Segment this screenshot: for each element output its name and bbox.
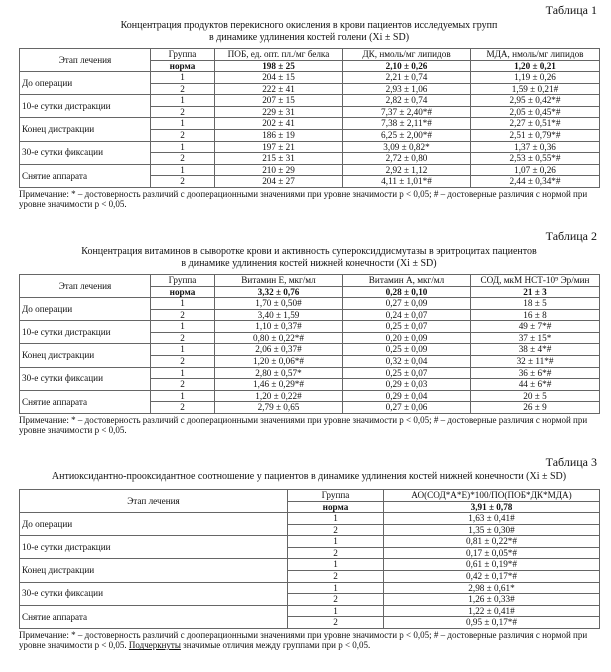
stage-cell: Конец дистракции bbox=[20, 118, 151, 141]
norm-cell: 21 ± 3 bbox=[471, 286, 600, 298]
value-cell: 18 ± 5 bbox=[471, 298, 600, 310]
value-cell: 2,93 ± 1,06 bbox=[343, 83, 471, 95]
value-cell: 0,25 ± 0,07 bbox=[343, 321, 471, 333]
column-header: Группа bbox=[151, 49, 215, 61]
value-cell: 1,37 ± 0,36 bbox=[471, 141, 600, 153]
group-cell: 1 bbox=[151, 298, 215, 310]
header-row bbox=[20, 49, 600, 61]
stage-cell: 30-е сутки фиксации bbox=[20, 582, 288, 605]
value-cell: 1,19 ± 0,26 bbox=[471, 72, 600, 84]
value-cell: 0,42 ± 0,17*# bbox=[384, 571, 600, 583]
value-cell: 0,25 ± 0,09 bbox=[343, 344, 471, 356]
table1-title bbox=[19, 20, 599, 44]
value-cell: 210 ± 29 bbox=[215, 164, 343, 176]
value-cell: 1,70 ± 0,50# bbox=[215, 298, 343, 310]
group-cell: 1 bbox=[151, 95, 215, 107]
value-cell: 0,95 ± 0,17*# bbox=[384, 617, 600, 629]
group-cell: 2 bbox=[151, 402, 215, 414]
value-cell: 2,80 ± 0,57* bbox=[215, 367, 343, 379]
table-row bbox=[20, 95, 600, 107]
value-cell: 2,92 ± 1,12 bbox=[343, 164, 471, 176]
column-header: СОД, мкМ НСТ-10⁹ Эр/мин bbox=[471, 275, 600, 287]
group-cell: 2 bbox=[151, 379, 215, 391]
value-cell: 0,24 ± 0,07 bbox=[343, 309, 471, 321]
table-row bbox=[20, 344, 600, 356]
value-cell: 37 ± 15* bbox=[471, 332, 600, 344]
group-cell: 1 bbox=[151, 118, 215, 130]
stage-cell: 30-е сутки фиксации bbox=[20, 141, 151, 164]
group-cell: 1 bbox=[151, 141, 215, 153]
stage-cell: До операции bbox=[20, 298, 151, 321]
stage-cell: Конец дистракции bbox=[20, 344, 151, 367]
group-cell: 1 bbox=[151, 72, 215, 84]
group-cell: 1 bbox=[151, 390, 215, 402]
table3-number: Таблица 3 bbox=[545, 455, 597, 469]
norm-cell: норма bbox=[288, 501, 384, 513]
group-cell: 2 bbox=[151, 130, 215, 142]
table-row bbox=[20, 164, 600, 176]
value-cell: 0,27 ± 0,09 bbox=[343, 298, 471, 310]
norm-cell: 3,91 ± 0,78 bbox=[384, 501, 600, 513]
table-row bbox=[20, 321, 600, 333]
stage-cell: До операции bbox=[20, 72, 151, 95]
group-cell: 2 bbox=[151, 309, 215, 321]
table3-note-main: Примечание: * – достоверность различий с дооперационными значениями при уровне значимости p < 0,05; # – достоверные различия с нормой при уровне значимости p < 0,05. bbox=[19, 629, 588, 651]
table-row bbox=[20, 513, 600, 525]
value-cell: 204 ± 27 bbox=[215, 176, 343, 188]
table1-number: Таблица 1 bbox=[545, 3, 597, 17]
norm-cell: 3,32 ± 0,76 bbox=[215, 286, 343, 298]
value-cell: 1,20 ± 0,22# bbox=[215, 390, 343, 402]
value-cell: 1,26 ± 0,33# bbox=[384, 594, 600, 606]
table3-note-underlined: Подчеркнуты bbox=[128, 640, 181, 651]
value-cell: 1,22 ± 0,41# bbox=[384, 605, 600, 617]
group-cell: 2 bbox=[288, 617, 384, 629]
value-cell: 1,46 ± 0,29*# bbox=[215, 379, 343, 391]
stage-cell: До операции bbox=[20, 513, 288, 536]
table3-note-tail: значимые отличия между группами при p < 0,05. bbox=[180, 640, 371, 651]
column-header: Этап лечения bbox=[20, 490, 288, 513]
value-cell: 0,25 ± 0,07 bbox=[343, 367, 471, 379]
table3-section bbox=[19, 471, 599, 651]
norm-cell: норма bbox=[151, 60, 215, 72]
value-cell: 0,29 ± 0,04 bbox=[343, 390, 471, 402]
norm-cell: норма bbox=[151, 286, 215, 298]
header-row bbox=[20, 490, 600, 502]
table2-title bbox=[19, 246, 599, 270]
stage-cell: 10-е сутки дистракции bbox=[20, 321, 151, 344]
value-cell: 186 ± 19 bbox=[215, 130, 343, 142]
value-cell: 0,81 ± 0,22*# bbox=[384, 536, 600, 548]
stage-cell: Снятие аппарата bbox=[20, 164, 151, 187]
value-cell: 1,35 ± 0,30# bbox=[384, 524, 600, 536]
value-cell: 2,79 ± 0,65 bbox=[215, 402, 343, 414]
table2-section bbox=[19, 246, 599, 436]
table-row bbox=[20, 536, 600, 548]
value-cell: 2,05 ± 0,45*# bbox=[471, 106, 600, 118]
group-cell: 2 bbox=[151, 106, 215, 118]
value-cell: 2,95 ± 0,42*# bbox=[471, 95, 600, 107]
value-cell: 2,51 ± 0,79*# bbox=[471, 130, 600, 142]
group-cell: 2 bbox=[288, 571, 384, 583]
table-row bbox=[20, 390, 600, 402]
value-cell: 2,53 ± 0,55*# bbox=[471, 153, 600, 165]
value-cell: 36 ± 6*# bbox=[471, 367, 600, 379]
value-cell: 0,80 ± 0,22*# bbox=[215, 332, 343, 344]
group-cell: 2 bbox=[151, 332, 215, 344]
column-header: Группа bbox=[288, 490, 384, 502]
table1-title-line2: в динамике удлинения костей голени (Xi ± SD) bbox=[208, 32, 410, 43]
group-cell: 1 bbox=[288, 559, 384, 571]
column-header: АО(СОД*А*Е)*100/ПО(ПОБ*ДК*МДА) bbox=[384, 490, 600, 502]
stage-cell: 10-е сутки дистракции bbox=[20, 95, 151, 118]
group-cell: 2 bbox=[151, 356, 215, 368]
value-cell: 4,11 ± 1,01*# bbox=[343, 176, 471, 188]
table-row bbox=[20, 367, 600, 379]
group-cell: 2 bbox=[288, 524, 384, 536]
table-row bbox=[20, 141, 600, 153]
table3-note bbox=[19, 630, 599, 651]
value-cell: 229 ± 31 bbox=[215, 106, 343, 118]
table-row bbox=[20, 118, 600, 130]
stage-cell: 10-е сутки дистракции bbox=[20, 536, 288, 559]
value-cell: 3,40 ± 1,59 bbox=[215, 309, 343, 321]
table2-title-line1: Концентрация витаминов в сыворотке крови и активность супероксиддисмутазы в эритроцитах пациентов bbox=[81, 246, 537, 257]
value-cell: 0,61 ± 0,19*# bbox=[384, 559, 600, 571]
column-header: Группа bbox=[151, 275, 215, 287]
column-header: ДК, нмоль/мг липидов bbox=[343, 49, 471, 61]
value-cell: 222 ± 41 bbox=[215, 83, 343, 95]
value-cell: 44 ± 6*# bbox=[471, 379, 600, 391]
norm-cell: 0,28 ± 0,10 bbox=[343, 286, 471, 298]
column-header: Витамин A, мкг/мл bbox=[343, 275, 471, 287]
table2 bbox=[19, 274, 600, 414]
stage-cell: Конец дистракции bbox=[20, 559, 288, 582]
value-cell: 2,44 ± 0,34*# bbox=[471, 176, 600, 188]
group-cell: 2 bbox=[288, 594, 384, 606]
value-cell: 16 ± 8 bbox=[471, 309, 600, 321]
value-cell: 202 ± 41 bbox=[215, 118, 343, 130]
value-cell: 32 ± 11*# bbox=[471, 356, 600, 368]
table-row bbox=[20, 582, 600, 594]
column-header: Витамин E, мкг/мл bbox=[215, 275, 343, 287]
value-cell: 1,07 ± 0,26 bbox=[471, 164, 600, 176]
table2-title-line2: в динамике удлинения костей нижней конечности (Xi ± SD) bbox=[181, 258, 437, 269]
column-header: ПОБ, ед. опт. пл./мг белка bbox=[215, 49, 343, 61]
value-cell: 0,32 ± 0,04 bbox=[343, 356, 471, 368]
value-cell: 2,82 ± 0,74 bbox=[343, 95, 471, 107]
group-cell: 2 bbox=[288, 547, 384, 559]
value-cell: 1,63 ± 0,41# bbox=[384, 513, 600, 525]
stage-cell: Снятие аппарата bbox=[20, 605, 288, 628]
table3-title: Антиоксидантно-прооксидантное соотношение у пациентов в динамике удлинения костей нижней конечности (Xi ± SD) bbox=[51, 471, 567, 482]
group-cell: 1 bbox=[151, 367, 215, 379]
group-cell: 1 bbox=[151, 164, 215, 176]
norm-cell: 198 ± 25 bbox=[215, 60, 343, 72]
column-header: МДА, нмоль/мг липидов bbox=[471, 49, 600, 61]
table1-title-line1: Концентрация продуктов перекисного окисления в крови пациентов исследуемых групп bbox=[120, 20, 498, 31]
group-cell: 1 bbox=[288, 605, 384, 617]
value-cell: 7,38 ± 2,11*# bbox=[343, 118, 471, 130]
value-cell: 215 ± 31 bbox=[215, 153, 343, 165]
table1-section bbox=[19, 20, 599, 210]
table-row bbox=[20, 605, 600, 617]
column-header: Этап лечения bbox=[20, 275, 151, 298]
group-cell: 1 bbox=[151, 321, 215, 333]
column-header: Этап лечения bbox=[20, 49, 151, 72]
norm-cell: 2,10 ± 0,26 bbox=[343, 60, 471, 72]
value-cell: 7,37 ± 2,40*# bbox=[343, 106, 471, 118]
value-cell: 38 ± 4*# bbox=[471, 344, 600, 356]
value-cell: 0,29 ± 0,03 bbox=[343, 379, 471, 391]
table-row bbox=[20, 72, 600, 84]
group-cell: 2 bbox=[151, 83, 215, 95]
value-cell: 49 ± 7*# bbox=[471, 321, 600, 333]
value-cell: 3,09 ± 0,82* bbox=[343, 141, 471, 153]
value-cell: 2,27 ± 0,51*# bbox=[471, 118, 600, 130]
value-cell: 2,72 ± 0,80 bbox=[343, 153, 471, 165]
value-cell: 2,98 ± 0,61* bbox=[384, 582, 600, 594]
value-cell: 1,20 ± 0,06*# bbox=[215, 356, 343, 368]
value-cell: 1,10 ± 0,37# bbox=[215, 321, 343, 333]
group-cell: 1 bbox=[288, 582, 384, 594]
table2-number: Таблица 2 bbox=[545, 229, 597, 243]
table1-note: Примечание: * – достоверность различий с дооперационными значениями при уровне значимости p < 0,05; # – достоверные различия с нормой при уровне значимости p < 0,05. bbox=[19, 188, 588, 210]
stage-cell: Снятие аппарата bbox=[20, 390, 151, 413]
value-cell: 197 ± 21 bbox=[215, 141, 343, 153]
value-cell: 207 ± 15 bbox=[215, 95, 343, 107]
table-row bbox=[20, 298, 600, 310]
value-cell: 20 ± 5 bbox=[471, 390, 600, 402]
group-cell: 1 bbox=[288, 536, 384, 548]
group-cell: 1 bbox=[288, 513, 384, 525]
table3 bbox=[19, 489, 600, 629]
value-cell: 2,21 ± 0,74 bbox=[343, 72, 471, 84]
value-cell: 26 ± 9 bbox=[471, 402, 600, 414]
table1 bbox=[19, 48, 600, 188]
stage-cell: 30-е сутки фиксации bbox=[20, 367, 151, 390]
value-cell: 0,27 ± 0,06 bbox=[343, 402, 471, 414]
table-row bbox=[20, 559, 600, 571]
value-cell: 0,17 ± 0,05*# bbox=[384, 547, 600, 559]
value-cell: 6,25 ± 2,00*# bbox=[343, 130, 471, 142]
table2-note: Примечание: * – достоверность различий с дооперационными значениями при уровне значимости p < 0,05; # – достоверные различия с нормой при уровне значимости p < 0,05. bbox=[19, 414, 588, 436]
group-cell: 2 bbox=[151, 176, 215, 188]
value-cell: 2,06 ± 0,37# bbox=[215, 344, 343, 356]
group-cell: 1 bbox=[151, 344, 215, 356]
header-row bbox=[20, 275, 600, 287]
value-cell: 204 ± 15 bbox=[215, 72, 343, 84]
value-cell: 0,20 ± 0,09 bbox=[343, 332, 471, 344]
group-cell: 2 bbox=[151, 153, 215, 165]
value-cell: 1,59 ± 0,21# bbox=[471, 83, 600, 95]
norm-cell: 1,20 ± 0,21 bbox=[471, 60, 600, 72]
